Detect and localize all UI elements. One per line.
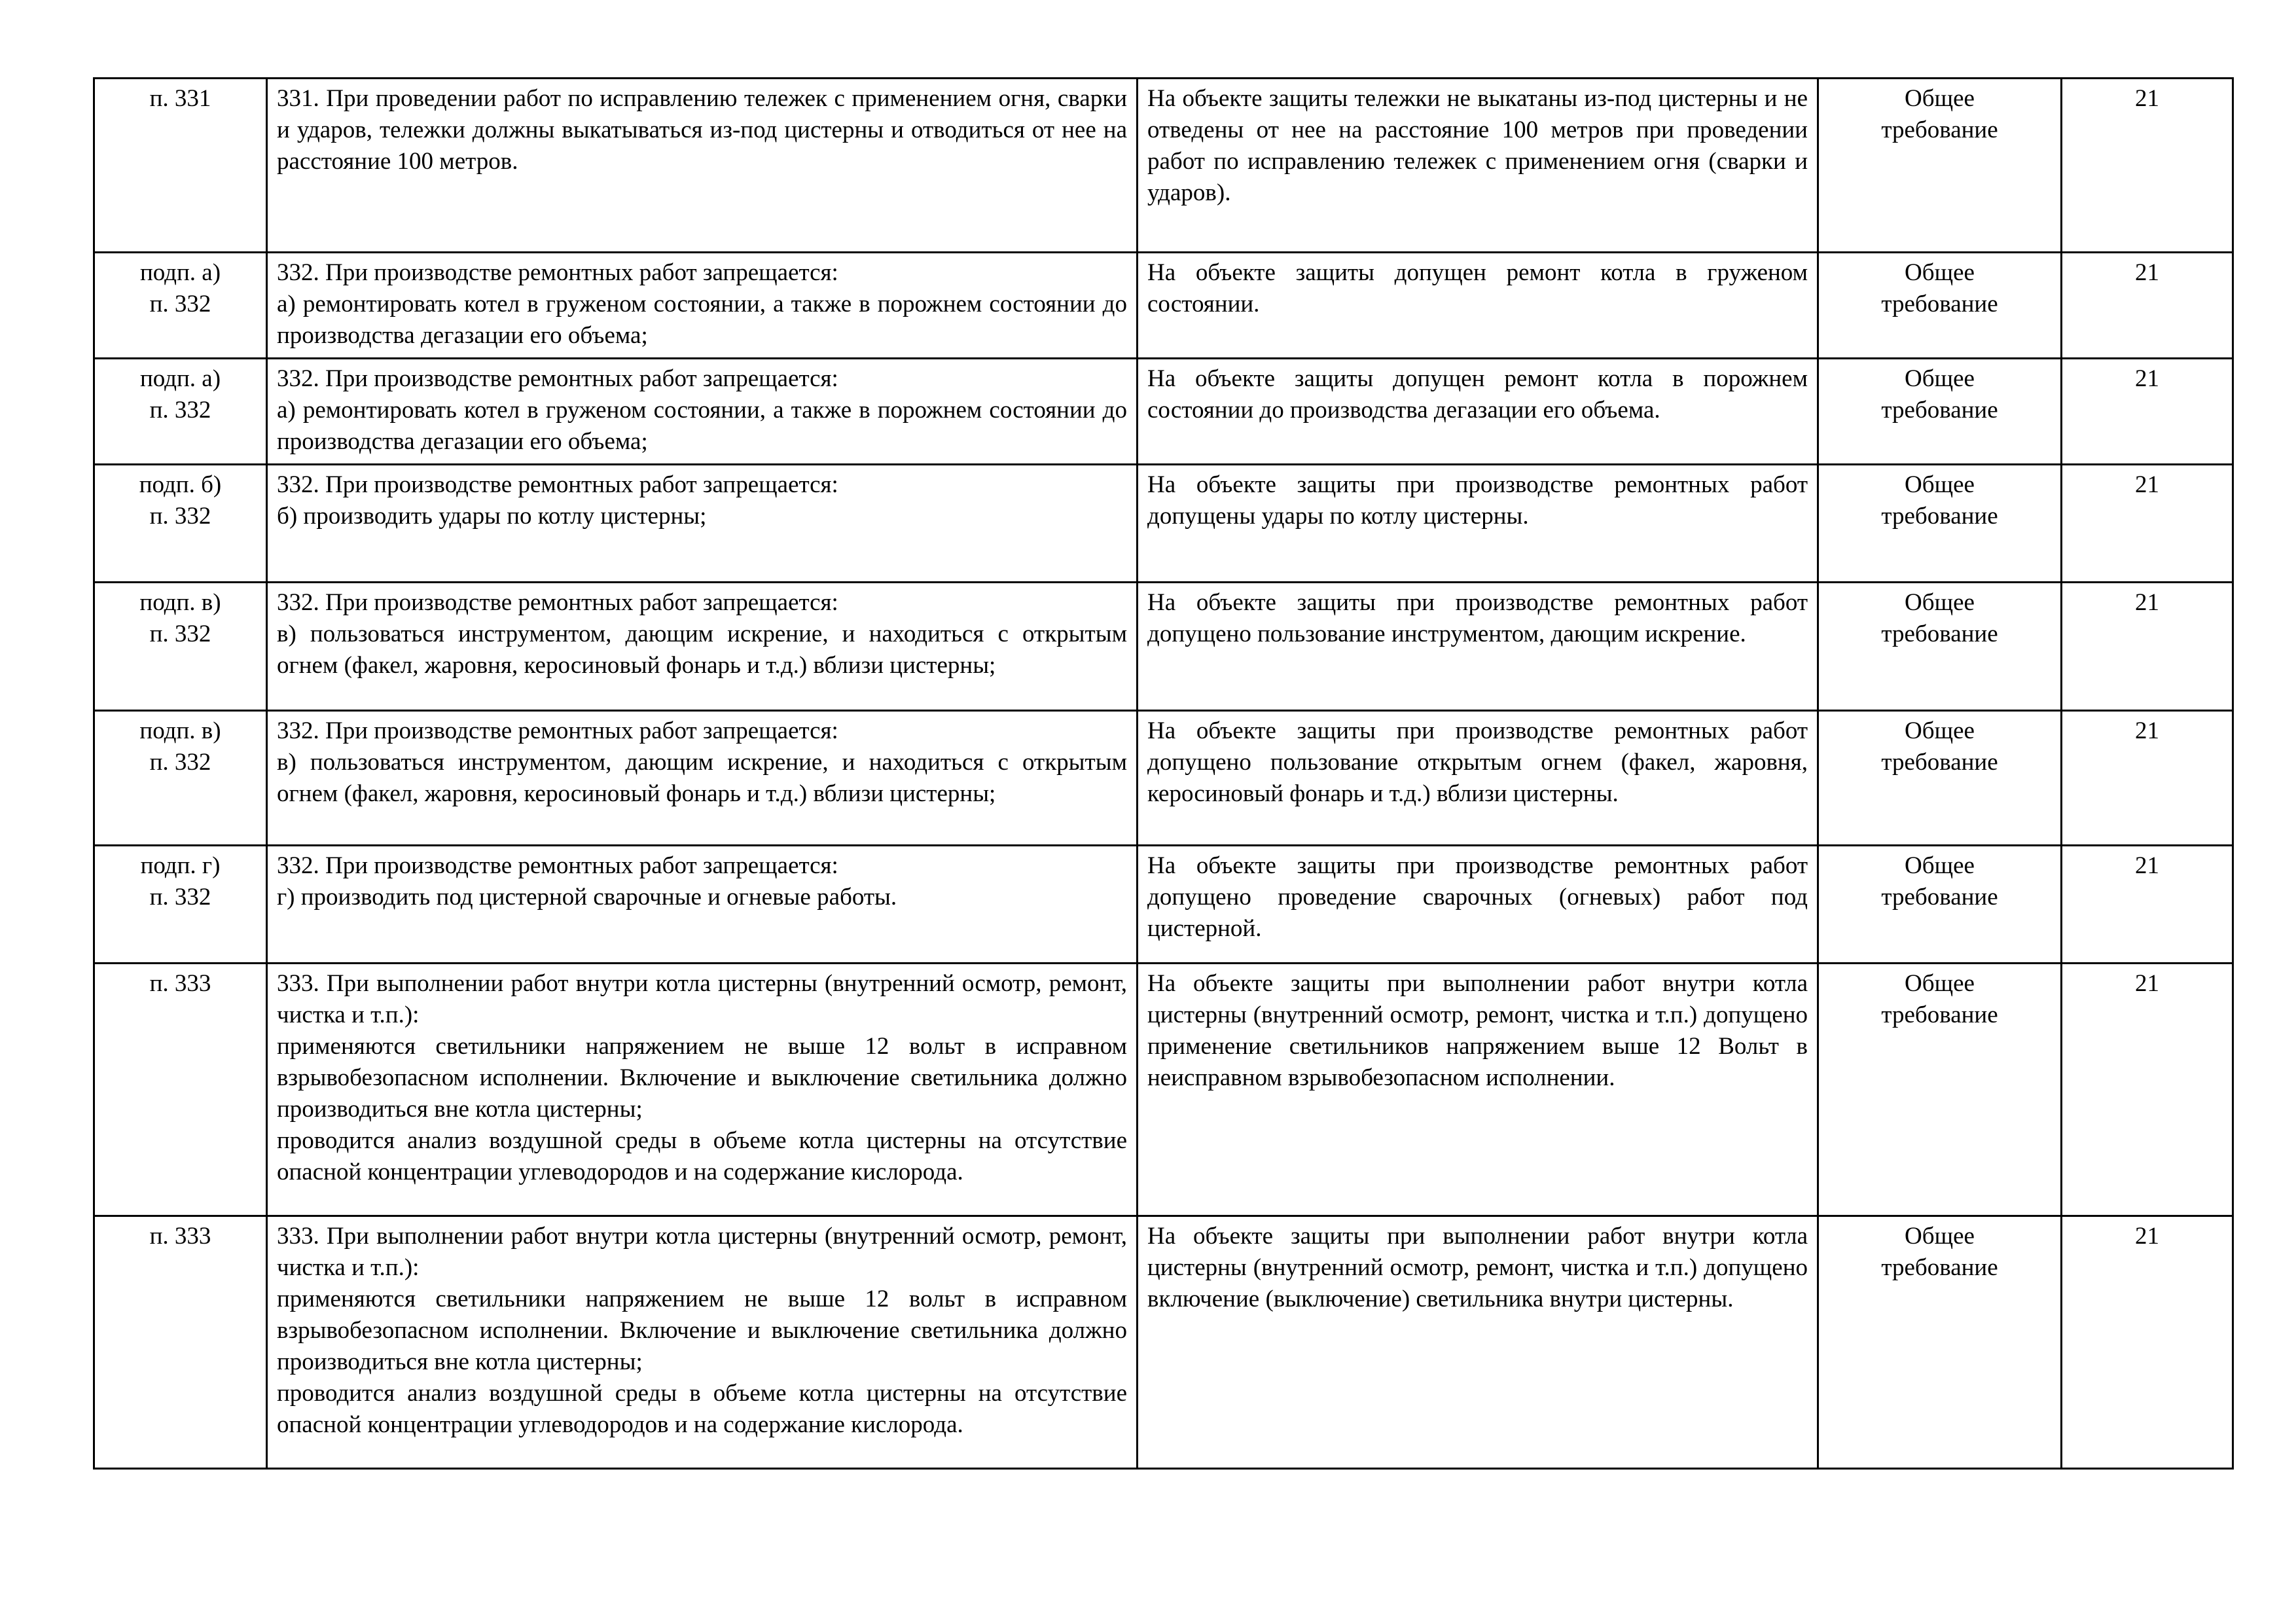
number-cell: 21 [2062,359,2233,465]
requirement-cell: 333. При выполнении работ внутри котла цистерны (внутренний осмотр, ремонт, чистка и т.п.): применяются светильники напряжением не выше 12 вольт в исправном взрывобезопасном исполнении. Включение и выключение светильника должно производиться вне котла цистерны; проводится анализ воздушной среды в объеме котла цистерны на отсутствие опасной концентрации углеводородов и на содержание кислорода. [267,964,1138,1216]
number-cell: 21 [2062,846,2233,964]
table-row [94,253,2233,359]
type-cell: Общее требование [1818,583,2062,711]
requirement-cell: 332. При производстве ремонтных работ запрещается: в) пользоваться инструментом, дающим искрение, и находиться с открытым огнем (факел, жаровня, керосиновый фонарь и т.д.) вблизи цистерны; [267,711,1138,846]
type-cell: Общее требование [1818,79,2062,253]
requirement-cell: 332. При производстве ремонтных работ запрещается: г) производить под цистерной сварочные и огневые работы. [267,846,1138,964]
violation-cell: На объекте защиты допущен ремонт котла в порожнем состоянии до производства дегазации его объема. [1138,359,1818,465]
number-cell: 21 [2062,583,2233,711]
ref-cell: подп. а) п. 332 [94,359,267,465]
table-row [94,964,2233,1216]
violation-cell: На объекте защиты при производстве ремонтных работ допущены удары по котлу цистерны. [1138,465,1818,583]
requirement-cell: 333. При выполнении работ внутри котла цистерны (внутренний осмотр, ремонт, чистка и т.п.): применяются светильники напряжением не выше 12 вольт в исправном взрывобезопасном исполнении. Включение и выключение светильника должно производиться вне котла цистерны; проводится анализ воздушной среды в объеме котла цистерны на отсутствие опасной концентрации углеводородов и на содержание кислорода. [267,1216,1138,1469]
violation-cell: На объекте защиты допущен ремонт котла в груженом состоянии. [1138,253,1818,359]
requirements-table [93,77,2234,1470]
violation-cell: На объекте защиты при производстве ремонтных работ допущено пользование открытым огнем (факел, жаровня, керосиновый фонарь и т.д.) вблизи цистерны. [1138,711,1818,846]
type-cell: Общее требование [1818,846,2062,964]
requirement-cell: 332. При производстве ремонтных работ запрещается: б) производить удары по котлу цистерны; [267,465,1138,583]
number-cell: 21 [2062,1216,2233,1469]
table-row [94,583,2233,711]
ref-cell: подп. б) п. 332 [94,465,267,583]
ref-cell: п. 331 [94,79,267,253]
number-cell: 21 [2062,711,2233,846]
table-row [94,846,2233,964]
violation-cell: На объекте защиты при выполнении работ внутри котла цистерны (внутренний осмотр, ремонт, чистка и т.п.) допущено включение (выключение) светильника внутри цистерны. [1138,1216,1818,1469]
ref-cell: п. 333 [94,1216,267,1469]
type-cell: Общее требование [1818,711,2062,846]
number-cell: 21 [2062,964,2233,1216]
number-cell: 21 [2062,253,2233,359]
requirements-table-body [94,79,2233,1469]
table-row [94,465,2233,583]
table-row [94,359,2233,465]
requirement-cell: 332. При производстве ремонтных работ запрещается: а) ремонтировать котел в груженом состоянии, а также в порожнем состоянии до производства дегазации его объема; [267,253,1138,359]
requirement-cell: 332. При производстве ремонтных работ запрещается: а) ремонтировать котел в груженом состоянии, а также в порожнем состоянии до производства дегазации его объема; [267,359,1138,465]
ref-cell: подп. а) п. 332 [94,253,267,359]
type-cell: Общее требование [1818,1216,2062,1469]
requirement-cell: 331. При проведении работ по исправлению тележек с применением огня, сварки и ударов, тележки должны выкатываться из-под цистерны и отводиться от нее на расстояние 100 метров. [267,79,1138,253]
violation-cell: На объекте защиты тележки не выкатаны из-под цистерны и не отведены от нее на расстояние 100 метров при проведении работ по исправлению тележек с применением огня (сварки и ударов). [1138,79,1818,253]
ref-cell: п. 333 [94,964,267,1216]
table-row [94,79,2233,253]
violation-cell: На объекте защиты при производстве ремонтных работ допущено пользование инструментом, дающим искрение. [1138,583,1818,711]
table-row [94,711,2233,846]
type-cell: Общее требование [1818,964,2062,1216]
ref-cell: подп. в) п. 332 [94,583,267,711]
table-row [94,1216,2233,1469]
type-cell: Общее требование [1818,359,2062,465]
requirement-cell: 332. При производстве ремонтных работ запрещается: в) пользоваться инструментом, дающим искрение, и находиться с открытым огнем (факел, жаровня, керосиновый фонарь и т.д.) вблизи цистерны; [267,583,1138,711]
ref-cell: подп. в) п. 332 [94,711,267,846]
ref-cell: подп. г) п. 332 [94,846,267,964]
violation-cell: На объекте защиты при производстве ремонтных работ допущено проведение сварочных (огневых) работ под цистерной. [1138,846,1818,964]
type-cell: Общее требование [1818,253,2062,359]
number-cell: 21 [2062,79,2233,253]
type-cell: Общее требование [1818,465,2062,583]
number-cell: 21 [2062,465,2233,583]
violation-cell: На объекте защиты при выполнении работ внутри котла цистерны (внутренний осмотр, ремонт, чистка и т.п.) допущено применение светильников напряжением выше 12 Вольт в неисправном взрывобезопасном исполнении. [1138,964,1818,1216]
